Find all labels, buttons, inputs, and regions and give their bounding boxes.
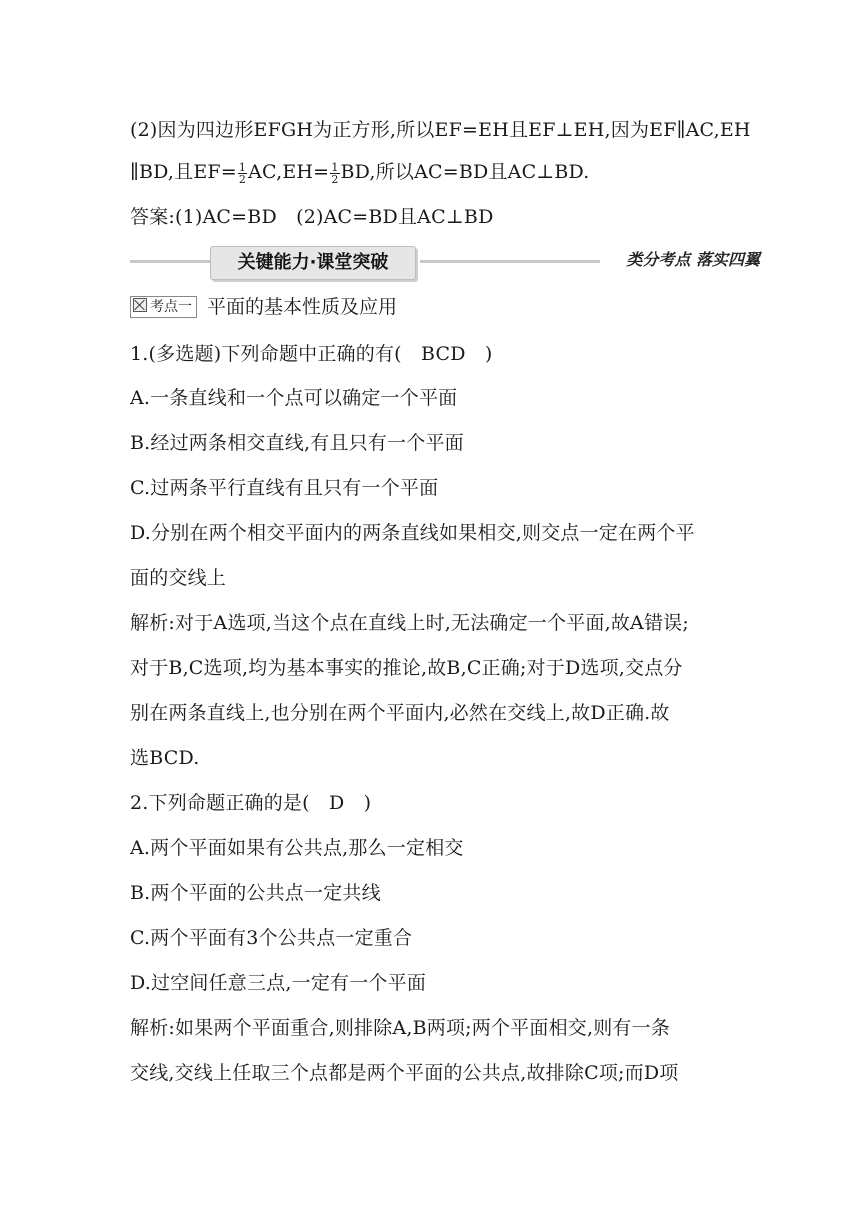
- text-segment: AC,EH=: [248, 161, 330, 183]
- q1-option-a: A.一条直线和一个点可以确定一个平面: [130, 387, 458, 409]
- q2-stem: 2.下列命题正确的是( D ): [130, 792, 372, 814]
- fraction-denominator: 2: [331, 172, 339, 186]
- prev-solution-line-2: [130, 160, 590, 185]
- prev-answer-line: 答案:(1)AC=BD (2)AC=BD且AC⊥BD: [130, 206, 494, 228]
- banner-motto: 类分考点 落实四翼: [626, 250, 760, 269]
- fraction-one-half: [238, 162, 247, 185]
- section-banner: [130, 244, 760, 282]
- q1-explanation-line-1: 解析:对于A选项,当这个点在直线上时,无法确定一个平面,故A错误;: [130, 612, 689, 634]
- q1-option-d-line-1: D.分别在两个相交平面内的两条直线如果相交,则交点一定在两个平: [130, 522, 695, 544]
- q1-option-d-line-2: 面的交线上: [130, 567, 227, 589]
- fraction-denominator: 2: [238, 172, 247, 186]
- q2-option-c: C.两个平面有3个公共点一定重合: [130, 927, 413, 949]
- banner-rule-left: [130, 260, 220, 263]
- banner-title: 关键能力·课堂突破: [210, 246, 416, 280]
- fraction-numerator: 1: [331, 160, 339, 174]
- q2-explanation-line-2: 交线,交线上任取三个点都是两个平面的公共点,故排除C项;而D项: [130, 1062, 679, 1084]
- q1-option-b: B.经过两条相交直线,有且只有一个平面: [130, 432, 464, 454]
- fraction-numerator: 1: [238, 160, 247, 174]
- q2-option-a: A.两个平面如果有公共点,那么一定相交: [130, 837, 464, 859]
- cross-box-icon: [133, 298, 147, 312]
- q2-option-b: B.两个平面的公共点一定共线: [130, 882, 381, 904]
- text-segment: ∥BD,且EF=: [130, 161, 237, 183]
- q1-stem: 1.(多选题)下列命题中正确的有( BCD ): [130, 343, 493, 365]
- q2-explanation-line-1: 解析:如果两个平面重合,则排除A,B两项;两个平面相交,则有一条: [130, 1017, 671, 1039]
- q1-explanation-line-2: 对于B,C选项,均为基本事实的推论,故B,C正确;对于D选项,交点分: [130, 657, 683, 679]
- q1-explanation-line-3: 别在两条直线上,也分别在两个平面内,必然在交线上,故D正确.故: [130, 702, 670, 724]
- text-segment: BD,所以AC=BD且AC⊥BD.: [340, 161, 590, 183]
- kaodian-header: [130, 296, 397, 318]
- kaodian-badge: [130, 296, 197, 318]
- q2-option-d: D.过空间任意三点,一定有一个平面: [130, 972, 427, 994]
- q1-option-c: C.过两条平行直线有且只有一个平面: [130, 477, 439, 499]
- q1-explanation-line-4: 选BCD.: [130, 747, 200, 769]
- kaodian-badge-label: 考点一: [150, 299, 192, 315]
- banner-rule-right: [420, 260, 600, 263]
- prev-solution-line-1: (2)因为四边形EFGH为正方形,所以EF=EH且EF⊥EH,因为EF∥AC,EH: [130, 119, 751, 141]
- kaodian-topic: 平面的基本性质及应用: [207, 296, 398, 318]
- fraction-one-half: [330, 162, 339, 185]
